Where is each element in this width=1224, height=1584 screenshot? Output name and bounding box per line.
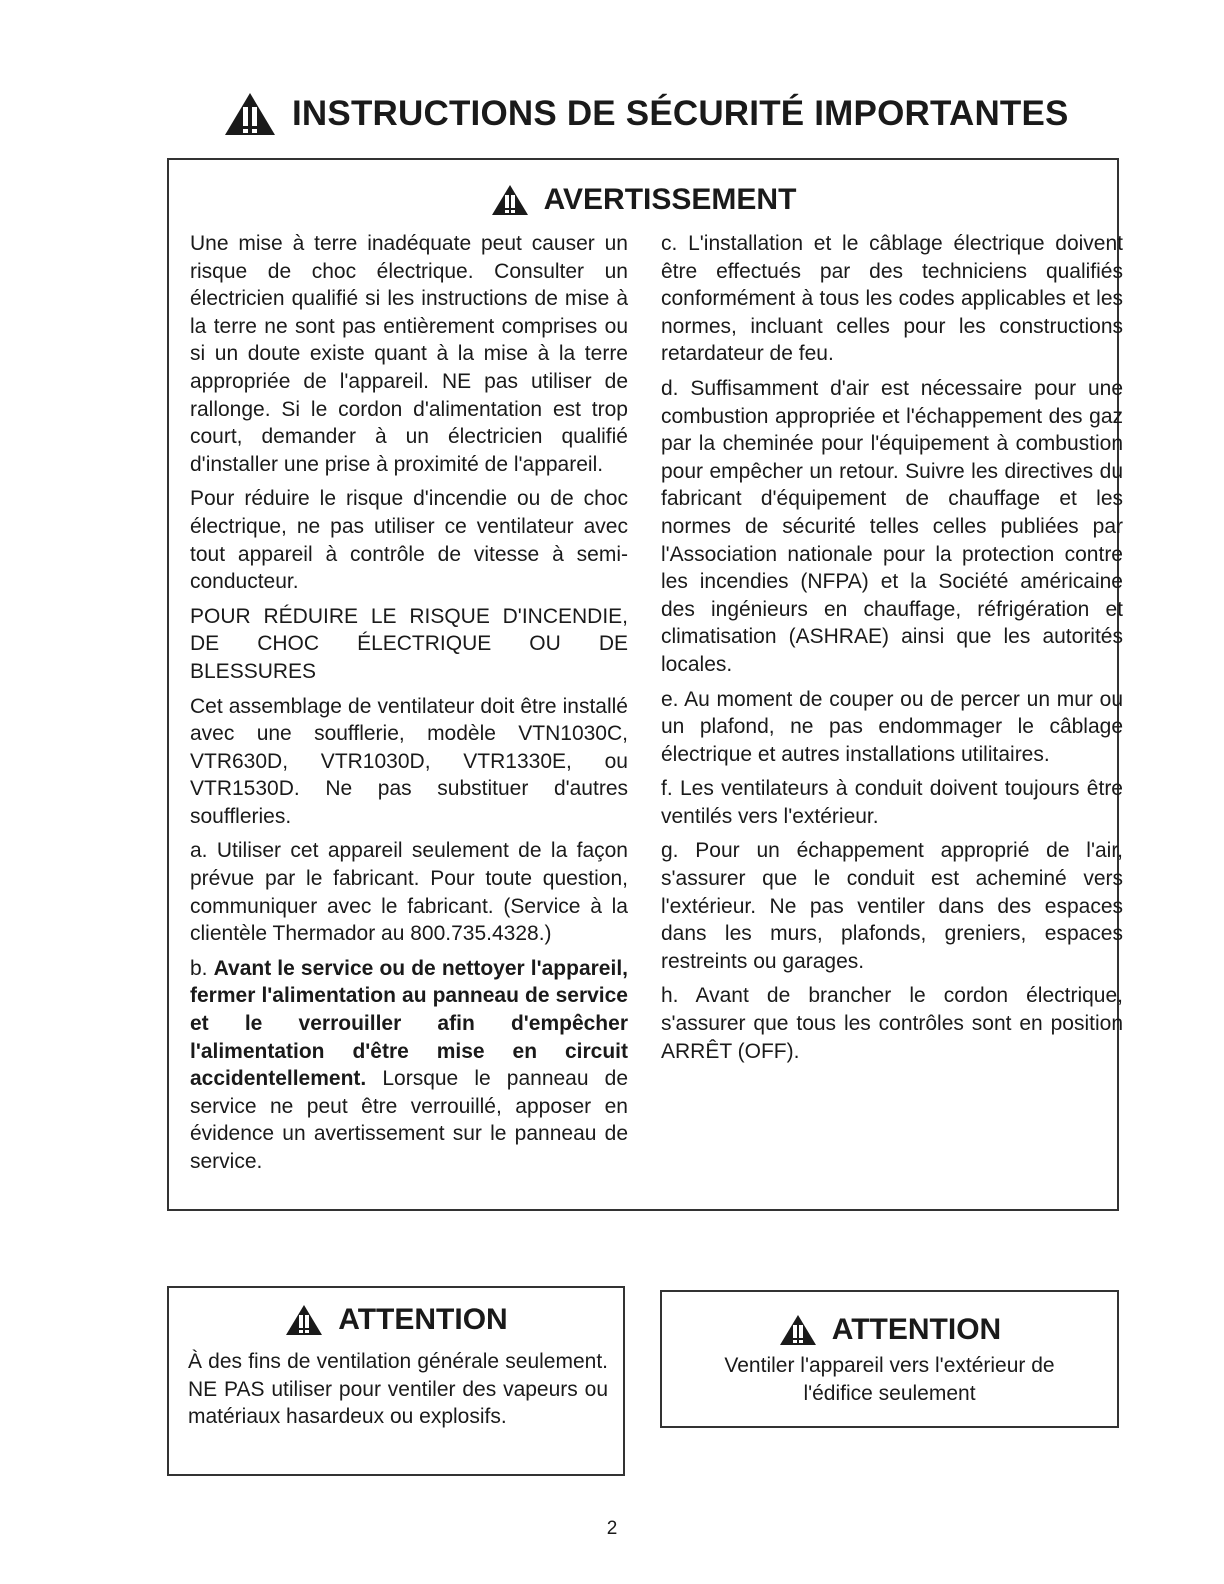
paragraph-item-d: d. Suffisamment d'air est nécessaire pour une combustion appropriée et l'échappement des gaz par la cheminée pour l'équipement à combustion pour empêcher un retour. Suivre les directives du fabricant d'équipement de chauffage et les normes de sécurité telles celles publiées par l'Association nationale pour la protection contre les incendies (NFPA) et la Société américaine des ingénieurs en chauffage, réfrigération et climatisation (ASHRAE) ainsi que les autorités locales. bbox=[661, 376, 1123, 676]
caution-box-exterior bbox=[660, 1290, 1119, 1428]
paragraph-reduce-risk: POUR RÉDUIRE LE RISQUE D'INCENDIE, DE CHOC ÉLECTRIQUE OU DE BLESSURES bbox=[190, 604, 628, 683]
paragraph-item-a: a. Utiliser cet appareil seulement de la façon prévue par le fabricant. Pour toute question, communiquer avec le fabricant. (Service à la clientèle Thermador au 800.735.4328.) bbox=[190, 839, 628, 946]
warning-triangle-icon bbox=[222, 90, 278, 138]
paragraph-blower-models: Cet assemblage de ventilateur doit être installé avec une soufflerie, modèle VTN1030C, VTR630D, VTR1030D, VTR1330E, ou VTR1530D. Ne pas substituer d'autres souffleries. bbox=[190, 694, 628, 828]
warning-triangle-icon bbox=[284, 1303, 324, 1337]
caution-box-general bbox=[167, 1286, 625, 1476]
page-number: 2 bbox=[606, 1518, 618, 1539]
item-b-prefix: b. bbox=[190, 956, 214, 980]
warning-heading-row bbox=[169, 180, 1117, 220]
item-b-rest: Lorsque le panneau de service ne peut être verrouillé, apposer en évidence un avertissement sur le panneau de service. bbox=[190, 1067, 628, 1173]
warning-triangle-icon bbox=[778, 1313, 818, 1347]
paragraph-item-g: g. Pour un échappement approprié de l'air, s'assurer que le conduit est acheminé vers l'extérieur. Ne pas ventiler dans des espaces dans les murs, plafonds, greniers, espaces restreints ou garages. bbox=[661, 839, 1123, 973]
warning-left-column bbox=[190, 230, 628, 1183]
caution-heading: ATTENTION bbox=[831, 1313, 1002, 1346]
warning-box bbox=[167, 158, 1123, 1211]
paragraph-grounding: Une mise à terre inadéquate peut causer un risque de choc électrique. Consulter un électricien qualifié si les instructions de mise à la terre ne sont pas entièrement comprises ou si un doute existe quant à la mise à la terre appropriée de l'appareil. NE pas utiliser de rallonge. Si le cordon d'alimentation est trop court, demander à un électricien qualifié d'installer une prise à proximité de l'appareil. bbox=[190, 232, 628, 476]
caution-text: Ventiler l'appareil vers l'extérieur de l'édifice seulement bbox=[724, 1354, 1055, 1405]
paragraph-speed-control: Pour réduire le risque d'incendie ou de choc électrique, ne pas utiliser ce ventilateur avec tout appareil à contrôle de vitesse à semi-conducteur. bbox=[190, 487, 628, 594]
paragraph-item-e: e. Au moment de couper ou de percer un mur ou un plafond, ne pas endommager le câblage électrique et autres installations utilitaires. bbox=[661, 687, 1123, 766]
caution-heading: ATTENTION bbox=[338, 1303, 508, 1336]
caution-heading-row bbox=[662, 1310, 1117, 1350]
caution-heading-row bbox=[169, 1300, 623, 1340]
warning-right-column bbox=[661, 230, 1123, 1072]
warning-heading: AVERTISSEMENT bbox=[543, 183, 797, 216]
paragraph-item-f: f. Les ventilateurs à conduit doivent toujours être ventilés vers l'extérieur. bbox=[661, 777, 1123, 828]
page-title: INSTRUCTIONS DE SÉCURITÉ IMPORTANTES bbox=[292, 94, 1069, 133]
item-b-bold: Avant le service ou de nettoyer l'appareil, fermer l'alimentation au panneau de service et le verrouiller afin d'empêcher l'alimentation d'être mise en circuit accidentellement. bbox=[190, 956, 628, 1091]
paragraph-item-h: h. Avant de brancher le cordon électrique, s'assurer que tous les contrôles sont en position ARRÊT (OFF). bbox=[661, 984, 1123, 1063]
caution-text: À des fins de ventilation générale seulement. NE PAS utiliser pour ventiler des vapeurs ou matériaux hasardeux ou explosifs. bbox=[188, 1350, 608, 1429]
page-title-bar bbox=[222, 88, 1122, 140]
paragraph-item-b bbox=[190, 955, 628, 1176]
paragraph-item-c: c. L'installation et le câblage électrique doivent être effectués par des techniciens qualifiés conformément à tous les codes applicables et les normes, incluant celles pour les constructions retardateur de feu. bbox=[661, 232, 1123, 366]
warning-triangle-icon bbox=[490, 183, 530, 217]
